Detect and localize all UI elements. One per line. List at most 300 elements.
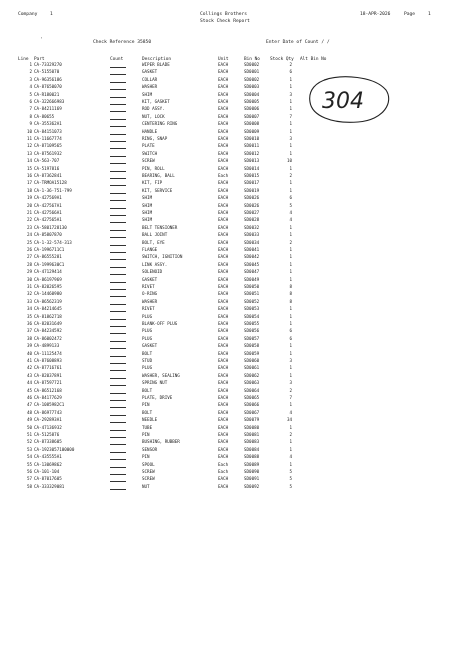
count-entry-line[interactable] [110,452,126,453]
stock-qty: 5 [289,483,292,489]
description: BOLT [142,350,153,356]
bin-number: SD0081 [244,432,260,437]
count-entry-line[interactable] [110,97,126,98]
part-number: CA-84234592 [34,328,62,334]
count-entry-line[interactable] [110,237,126,238]
count-entry-line[interactable] [110,134,126,135]
table-row [0,254,470,261]
count-entry-line[interactable] [110,215,126,216]
unit: EACH [218,232,229,238]
unit: EACH [218,328,229,334]
unit: EACH [218,261,229,267]
count-entry-line[interactable] [110,333,126,334]
bin-number: SD0019 [244,187,260,193]
line-number: 26 [26,247,32,252]
count-entry-line[interactable] [110,230,126,231]
count-entry-line[interactable] [110,437,126,438]
count-entry-line[interactable] [110,245,126,246]
unit: EACH [218,454,229,460]
line-number: 18 [26,187,32,193]
line-number: 45 [26,387,32,393]
description: NUT, LOCK [142,113,165,119]
line-number: 33 [26,298,32,304]
bin-number: SD0041 [244,247,260,252]
unit: EACH [218,247,229,252]
description: KIT, GASKET [142,99,170,104]
count-entry-line[interactable] [110,489,126,490]
bin-number: SD0049 [244,276,260,282]
unit: EACH [218,365,229,371]
part-number: CA-96356186 [34,76,62,82]
table-row [0,158,470,165]
unit: EACH [218,446,229,452]
count-entry-line[interactable] [110,141,126,142]
enter-date-of-count: Enter Date of Count / / [266,40,330,45]
table-row [0,277,470,284]
count-entry-line[interactable] [110,319,126,320]
table-row [0,469,470,476]
part-number: CA-1999630C1 [34,261,65,267]
description: GASKET [142,343,158,349]
unit: EACH [218,432,229,437]
line-number: 1 [29,62,32,67]
description: PLATE, DRIVE [142,395,173,400]
description: LINK ASSY. [142,261,168,267]
count-entry-line[interactable] [110,393,126,394]
part-number: CA-11667774 [34,136,62,141]
unit: EACH [218,150,229,156]
part-number: CA-427569A1 [34,195,62,201]
line-number: 38 [26,335,32,341]
line-number: 15 [26,165,32,171]
description: CENTERING RING [142,121,178,127]
count-entry-line[interactable] [110,119,126,120]
description: WIPER BLADE [142,62,170,67]
part-number: CA-11125474 [34,350,62,356]
line-number: 24 [26,232,32,238]
count-entry-line[interactable] [110,274,126,275]
count-entry-line[interactable] [110,474,126,475]
stock-qty: 3 [289,91,292,97]
stock-qty: 1 [289,261,292,267]
line-number: 4 [29,84,32,90]
bin-number: SD0066 [244,402,260,408]
count-entry-line[interactable] [110,430,126,431]
col-part: Part [34,57,45,62]
part-number: CA-86197969 [34,276,62,282]
table-row [0,173,470,180]
table-row [0,240,470,247]
count-entry-line[interactable] [110,467,126,468]
table-row [0,99,470,106]
part-number: CA-80655 [34,113,55,119]
unit: EACH [218,335,229,341]
line-number: 41 [26,358,32,363]
description: PIN [142,432,150,437]
bin-number: SD0057 [244,335,260,341]
line-number: 47 [26,402,32,408]
table-row [0,321,470,328]
count-entry-line[interactable] [110,252,126,253]
stock-qty: 5 [289,202,292,208]
bin-number: SD0007 [244,113,260,119]
description: HANDLE [142,128,158,134]
table-row [0,447,470,454]
count-entry-line[interactable] [110,422,126,423]
line-number: 53 [26,446,32,452]
part-number: CA-87017605 [34,476,62,482]
description: WASHER [142,298,158,304]
description: COLLAR [142,76,158,82]
count-entry-line[interactable] [110,341,126,342]
description: PLATE [142,143,155,149]
count-entry-line[interactable] [110,193,126,194]
count-entry-line[interactable] [110,267,126,268]
count-entry-line[interactable] [110,171,126,172]
unit: EACH [218,476,229,482]
table-row [0,62,470,69]
table-row [0,410,470,417]
table-row [0,188,470,195]
part-number: CA-1085982C1 [34,402,65,408]
part-number: CA-86002472 [34,335,62,341]
table-row [0,365,470,372]
bin-number: SD0008 [244,121,260,127]
stock-qty: 1 [289,187,292,193]
bin-number: SD0034 [244,239,260,245]
part-number: CA-87109565 [34,143,62,149]
part-number: CA-87650070 [34,84,62,90]
description: BEARING, BALL [142,173,175,178]
line-number: 7 [29,106,32,112]
unit: EACH [218,136,229,141]
bin-number: SD0026 [244,195,260,201]
count-entry-line[interactable] [110,311,126,312]
part-number: CA-333329081 [34,483,65,489]
part-number: CA-47136932 [34,424,62,430]
description: BLANK-OFF PLUG [142,321,178,326]
bin-number: SD0011 [244,143,260,149]
bin-number: SD0032 [244,224,260,230]
table-row [0,180,470,187]
stock-qty: 2 [289,173,292,178]
description: BOLT [142,387,153,393]
unit: EACH [218,402,229,408]
unit: EACH [218,187,229,193]
part-number: CA-1923057100000 [34,446,75,452]
stock-qty: 1 [289,247,292,252]
count-entry-line[interactable] [110,459,126,460]
stock-qty: 6 [289,195,292,201]
part-number: CA-85807870 [34,232,62,238]
bin-number: SD0012 [244,150,260,156]
line-number: 40 [26,350,32,356]
line-number: 34 [26,306,32,312]
count-entry-line[interactable] [110,415,126,416]
stock-qty: 1 [289,99,292,104]
description: TUBE [142,424,153,430]
stock-qty: 6 [289,69,292,75]
description: SOLENOID [142,269,163,275]
description: BOLT, EYE [142,239,165,245]
description: PIN, ROLL [142,165,165,171]
count-entry-line[interactable] [110,185,126,186]
unit: EACH [218,284,229,289]
line-number: 44 [26,380,32,386]
line-number: 19 [26,195,32,201]
table-row [0,69,470,76]
unit: Each [218,469,229,474]
unit: EACH [218,106,229,112]
count-entry-line[interactable] [110,67,126,68]
description: SWITCH, IGNITION [142,254,183,260]
description: PLUG [142,313,153,319]
stock-qty: 6 [289,328,292,334]
tick-mark: ' [40,37,44,43]
table-row [0,262,470,269]
table-row [0,395,470,402]
count-entry-line[interactable] [110,89,126,90]
part-number: CA-5155070 [34,69,60,75]
table-row [0,425,470,432]
line-number: 6 [29,99,32,104]
count-entry-line[interactable] [110,407,126,408]
table-row [0,454,470,461]
line-number: 5 [29,91,32,97]
unit: EACH [218,195,229,201]
count-entry-line[interactable] [110,348,126,349]
description: BOLT [142,409,153,415]
count-entry-line[interactable] [110,400,126,401]
table-row [0,417,470,424]
stock-qty: 1 [289,343,292,349]
line-number: 55 [26,461,32,467]
page-number: 1 [428,12,431,17]
description: BELT TENSIONER [142,224,178,230]
count-entry-line[interactable] [110,296,126,297]
unit: Each [218,461,229,467]
part-number: CA-322666983 [34,99,65,104]
description: SPRING NUT [142,380,168,386]
unit: EACH [218,380,229,386]
line-number: 28 [26,261,32,267]
table-row [0,92,470,99]
count-entry-line[interactable] [110,282,126,283]
part-number: CA-87561932 [34,150,62,156]
part-number: CA-427565A1 [34,217,62,223]
stock-qty: 1 [289,224,292,230]
line-number: 58 [26,483,32,489]
stock-qty: 7 [289,395,292,400]
description: SCREW [142,476,155,482]
annotation-text: 304 [322,89,364,114]
bin-number: SD0033 [244,232,260,238]
table-row [0,151,470,158]
line-number: 21 [26,210,32,215]
unit: EACH [218,210,229,215]
bin-number: SD0065 [244,395,260,400]
count-entry-line[interactable] [110,444,126,445]
part-number: CA-101-104 [34,469,60,474]
bin-number: SD0063 [244,380,260,386]
bin-number: SD0058 [244,343,260,349]
unit: EACH [218,372,229,378]
line-number: 11 [26,136,32,141]
stock-qty: 1 [289,446,292,452]
col-stock-qty: Stock Qty [270,57,294,62]
col-description: Description [142,57,172,62]
stock-qty: 3 [289,380,292,386]
part-number: CA-292893A1 [34,417,62,423]
description: O-RING [142,291,158,297]
unit: EACH [218,417,229,423]
line-number: 36 [26,321,32,326]
part-number: CA-1-36-751-799 [34,187,72,193]
count-entry-line[interactable] [110,222,126,223]
line-number: 9 [29,121,32,127]
description: RIVET [142,284,155,289]
stock-qty: 1 [289,165,292,171]
part-number: CA-5125876 [34,432,60,437]
stock-qty: 3 [289,136,292,141]
part-number: CA-86562319 [34,298,62,304]
line-number: 23 [26,224,32,230]
table-row [0,106,470,113]
part-number: CA-14460980 [34,291,62,297]
table-row [0,343,470,350]
stock-qty: 4 [289,217,292,223]
stock-qty: 1 [289,424,292,430]
bin-number: SD0014 [244,165,260,171]
stock-qty: 10 [286,158,292,164]
unit: EACH [218,217,229,223]
line-number: 56 [26,469,32,474]
line-number: 57 [26,476,32,482]
description: KIT, FIP [142,180,163,186]
col-alt-bin: Alt Bin No [300,57,327,62]
part-number: CA-86977743 [34,409,62,415]
count-entry-line[interactable] [110,385,126,386]
count-entry-line[interactable] [110,304,126,305]
stock-qty: 4 [289,454,292,460]
line-number: 52 [26,439,32,445]
count-entry-line[interactable] [110,111,126,112]
stock-qty: 1 [289,128,292,134]
count-entry-line[interactable] [110,104,126,105]
description: BALL JOINT [142,232,168,238]
line-number: 25 [26,239,32,245]
line-number: 16 [26,173,32,178]
table-row [0,166,470,173]
stock-qty: 8 [289,284,292,289]
table-row [0,358,470,365]
bin-number: SD0042 [244,254,260,260]
bin-number: SD0051 [244,291,260,297]
unit: EACH [218,409,229,415]
line-number: 39 [26,343,32,349]
table-row [0,210,470,217]
count-entry-line[interactable] [110,370,126,371]
count-entry-line[interactable] [110,156,126,157]
count-entry-line[interactable] [110,126,126,127]
part-number: CA-87338605 [34,439,62,445]
unit: EACH [218,306,229,312]
count-entry-line[interactable] [110,200,126,201]
part-number: CA-87608893 [34,358,62,363]
count-entry-line[interactable] [110,289,126,290]
stock-qty: 1 [289,306,292,312]
description: NEEDLE [142,417,158,423]
bin-number: SD0092 [244,483,260,489]
description: STUD [142,358,153,363]
count-entry-line[interactable] [110,481,126,482]
count-entry-line[interactable] [110,163,126,164]
stock-qty: 1 [289,121,292,127]
description: KIT, SERVICE [142,187,173,193]
count-entry-line[interactable] [110,178,126,179]
description: SHIM [142,195,153,201]
unit: EACH [218,76,229,82]
stock-qty: 1 [289,372,292,378]
line-number: 10 [26,128,32,134]
unit: EACH [218,395,229,400]
description: ROD ASSY. [142,106,165,112]
table-row [0,84,470,91]
count-entry-line[interactable] [110,82,126,83]
part-number: CA-84214645 [34,306,62,312]
count-entry-line[interactable] [110,259,126,260]
stock-qty: 1 [289,143,292,149]
bin-number: SD0028 [244,217,260,223]
stock-qty: 1 [289,76,292,82]
table-row [0,336,470,343]
count-entry-line[interactable] [110,148,126,149]
line-number: 8 [29,113,32,119]
bin-number: SD0089 [244,461,260,467]
bin-number: SD0002 [244,62,260,67]
line-number: 31 [26,284,32,289]
unit: EACH [218,99,229,104]
table-row [0,373,470,380]
description: GASKET [142,276,158,282]
bin-number: SD0059 [244,350,260,356]
count-entry-line[interactable] [110,326,126,327]
table-row [0,299,470,306]
bin-number: SD0055 [244,321,260,326]
table-row [0,225,470,232]
stock-qty: 1 [289,276,292,282]
stock-qty: 3 [289,358,292,363]
bin-number: SD0084 [244,446,260,452]
count-entry-line[interactable] [110,378,126,379]
description: SHIM [142,210,153,215]
line-number: 48 [26,409,32,415]
part-number: CA-355362A1 [34,121,62,127]
stock-qty: 6 [289,335,292,341]
bin-number: SD0050 [244,284,260,289]
count-entry-line[interactable] [110,208,126,209]
table-row [0,439,470,446]
count-entry-line[interactable] [110,356,126,357]
count-entry-line[interactable] [110,74,126,75]
stock-qty: 4 [289,409,292,415]
table-row [0,306,470,313]
stock-qty: 2 [289,432,292,437]
stock-qty: 1 [289,439,292,445]
count-entry-line[interactable] [110,363,126,364]
table-row [0,121,470,128]
description: SWITCH [142,150,158,156]
